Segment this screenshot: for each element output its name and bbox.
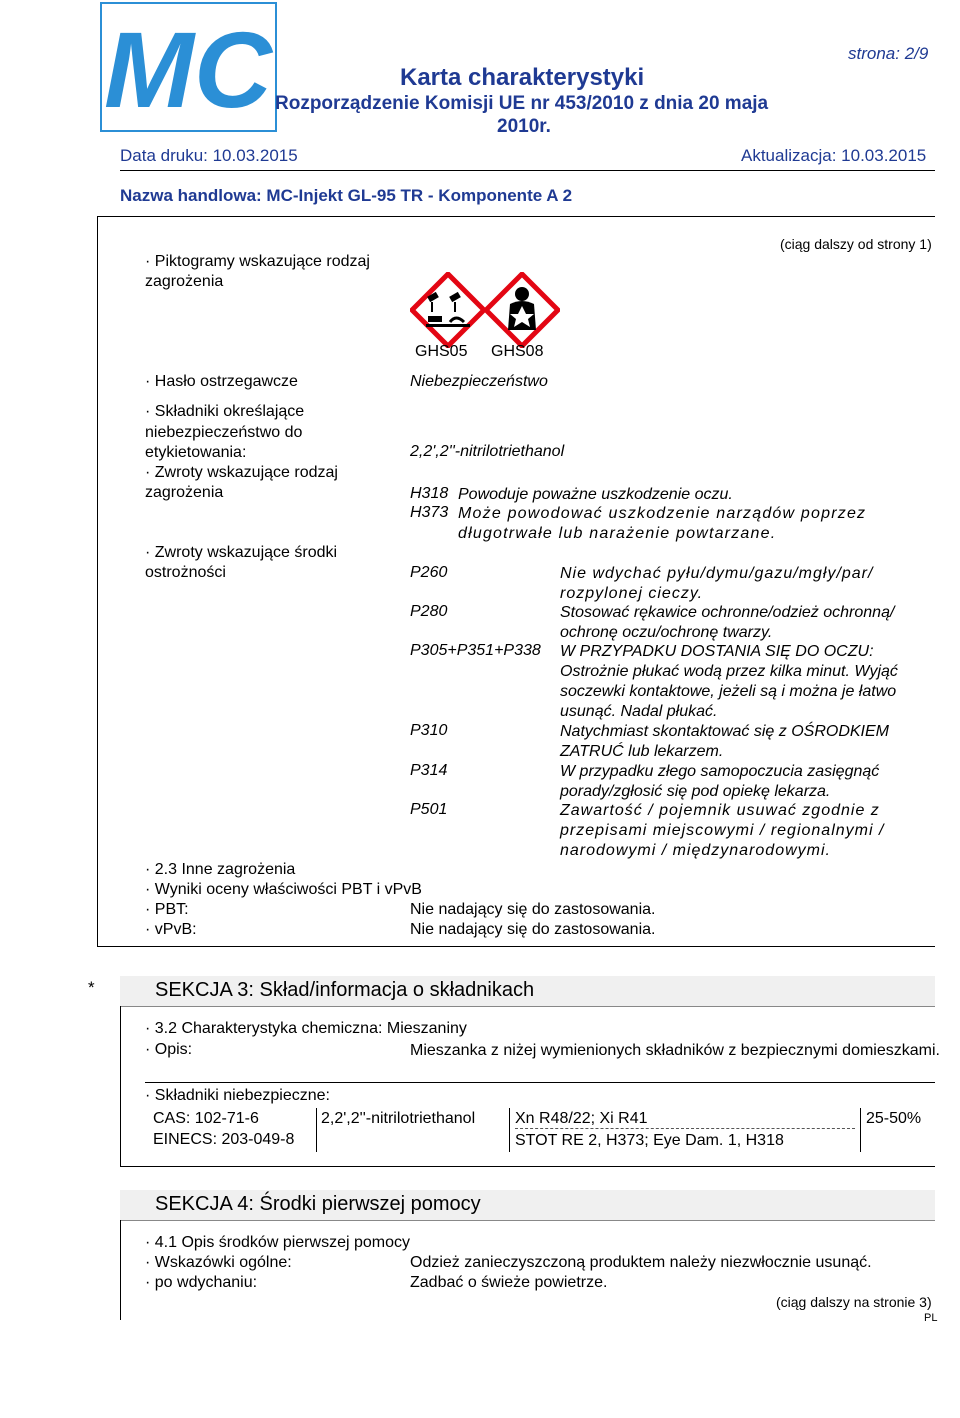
h-text: Może powodować uszkodzenie narządów poprzez długotrwałe lub narażenie powtarzane. <box>458 505 867 542</box>
vpvb-value: Nie nadający się do zastosowania. <box>410 921 656 938</box>
general-advice-label: · Wskazówki ogólne: <box>145 1254 292 1271</box>
p-code: P305+P351+P338 <box>410 642 541 659</box>
section3-subheading: · 3.2 Charakterystyka chemiczna: Mieszaniny <box>145 1020 467 1037</box>
h-code: H318 <box>410 485 449 502</box>
regulation-line-1: Rozporządzenie Komisji UE nr 453/2010 z dnia 20 maja <box>275 93 769 114</box>
vpvb-label: · vPvB: <box>145 921 197 938</box>
p-code: P501 <box>410 801 448 818</box>
logo-text: MC <box>104 9 272 130</box>
components-divider <box>145 1082 935 1083</box>
other-hazards-heading: · 2.3 Inne zagrożenia <box>145 861 296 878</box>
regulation-line-2: 2010r. <box>497 116 551 137</box>
components-label: · Składniki określające niebezpieczeństwo do etykietowania: <box>145 403 305 461</box>
general-advice-value: Odzież zanieczyszczoną produktem należy niezwłocznie usunąć. <box>410 1254 872 1271</box>
page-number: strona: 2/9 <box>848 44 929 63</box>
pbt-label: · PBT: <box>145 901 189 918</box>
p-text: Natychmiast skontaktować się z OŚRODKIEM ZATRUĆ lub lekarzem. <box>560 723 889 760</box>
inhalation-label: · po wdychaniu: <box>145 1274 258 1291</box>
section3-header <box>120 976 935 1007</box>
ghs05-code: GHS05 <box>415 343 468 360</box>
print-date: Data druku: 10.03.2015 <box>120 146 298 165</box>
ghs05-corrosion-icon <box>410 272 486 348</box>
component-name: 2,2',2''-nitrilotriethanol <box>410 443 565 460</box>
p-text: Stosować rękawice ochronne/odzież ochronną/ ochronę oczu/ochronę twarzy. <box>560 604 895 641</box>
section3-title: SEKCJA 3: Skład/informacja o składnikach <box>155 979 535 1001</box>
classification-1: Xn R48/22; Xi R41 <box>515 1110 855 1129</box>
section3-left-border <box>120 1006 121 1166</box>
ghs08-health-hazard-icon <box>484 272 560 348</box>
header-divider <box>120 170 935 171</box>
h-statements-label: · Zwroty wskazujące rodzaj zagrożenia <box>145 464 338 501</box>
p-text: W przypadku złego samopoczucia zasięgnąć porady/zgłosić się pod opiekę lekarza. <box>560 763 880 800</box>
trade-name-divider <box>97 216 935 217</box>
p-code: P260 <box>410 564 448 581</box>
trade-name: Nazwa handlowa: MC-Injekt GL-95 TR - Komponente A 2 <box>120 186 573 205</box>
h-text: Powoduje poważne uszkodzenie oczu. <box>458 486 733 503</box>
inhalation-value: Zadbać o świeże powietrze. <box>410 1274 608 1291</box>
pbt-heading: · Wyniki oceny właściwości PBT i vPvB <box>145 881 422 898</box>
signal-word-label: · Hasło ostrzegawcze <box>145 373 298 390</box>
language-code: PL <box>924 1312 938 1324</box>
update-date: Aktualizacja: 10.03.2015 <box>741 146 927 165</box>
percentage: 25-50% <box>866 1110 922 1127</box>
p-text: W PRZYPADKU DOSTANIA SIĘ DO OCZU: Ostrożnie płukać wodą przez kilka minut. Wyjąć soczewki kontaktowe, jeżeli są i można je łatwo usunąć. Nadal płukać. <box>560 643 898 720</box>
table-cell-divider <box>509 1108 510 1152</box>
description-label: · Opis: <box>145 1041 193 1058</box>
hazardous-components-label: · Składniki niebezpieczne: <box>145 1087 330 1104</box>
pbt-value: Nie nadający się do zastosowania. <box>410 901 656 918</box>
section-left-border <box>97 216 98 946</box>
p-text: Nie wdychać pyłu/dymu/gazu/mgły/par/ rozpylonej cieczy. <box>560 565 874 602</box>
classification-2: STOT RE 2, H373; Eye Dam. 1, H318 <box>515 1132 784 1149</box>
pictograms-label: · Piktogramy wskazujące rodzaj zagrożenia <box>145 253 370 290</box>
p-statements-label: · Zwroty wskazujące środki ostrożności <box>145 544 338 581</box>
continued-from: (ciąg dalszy od strony 1) <box>780 236 932 252</box>
section4-title: SEKCJA 4: Środki pierwszej pomocy <box>155 1193 481 1215</box>
mc-logo <box>100 2 277 132</box>
cas-number: CAS: 102-71-6 <box>153 1110 259 1127</box>
description-value: Mieszanka z niżej wymienionych składników z bezpiecznymi domieszkami. <box>410 1042 940 1059</box>
section4-subheading: · 4.1 Opis środków pierwszej pomocy <box>145 1234 410 1251</box>
signal-word: Niebezpieczeństwo <box>410 373 548 390</box>
section4-header <box>120 1190 935 1221</box>
component-name-cell: 2,2',2''-nitrilotriethanol <box>321 1110 476 1127</box>
table-cell-divider <box>860 1108 861 1152</box>
continued-to: (ciąg dalszy na stronie 3) <box>776 1294 932 1310</box>
p-code: P314 <box>410 762 448 779</box>
change-marker: * <box>88 978 95 997</box>
section3-bottom-divider <box>120 1166 935 1167</box>
h-code: H373 <box>410 504 449 521</box>
p-code: P280 <box>410 603 448 620</box>
einecs-number: EINECS: 203-049-8 <box>153 1131 295 1148</box>
p-code: P310 <box>410 722 448 739</box>
section4-left-border <box>120 1220 121 1320</box>
p-text: Zawartość / pojemnik usuwać zgodnie z przepisami miejscowymi / regionalnymi / narodowymi / międzynarodowymi. <box>560 802 885 859</box>
ghs08-code: GHS08 <box>491 343 544 360</box>
document-title: Karta charakterystyki <box>400 64 645 91</box>
table-cell-divider <box>316 1108 317 1152</box>
section2-bottom-divider <box>97 946 935 947</box>
